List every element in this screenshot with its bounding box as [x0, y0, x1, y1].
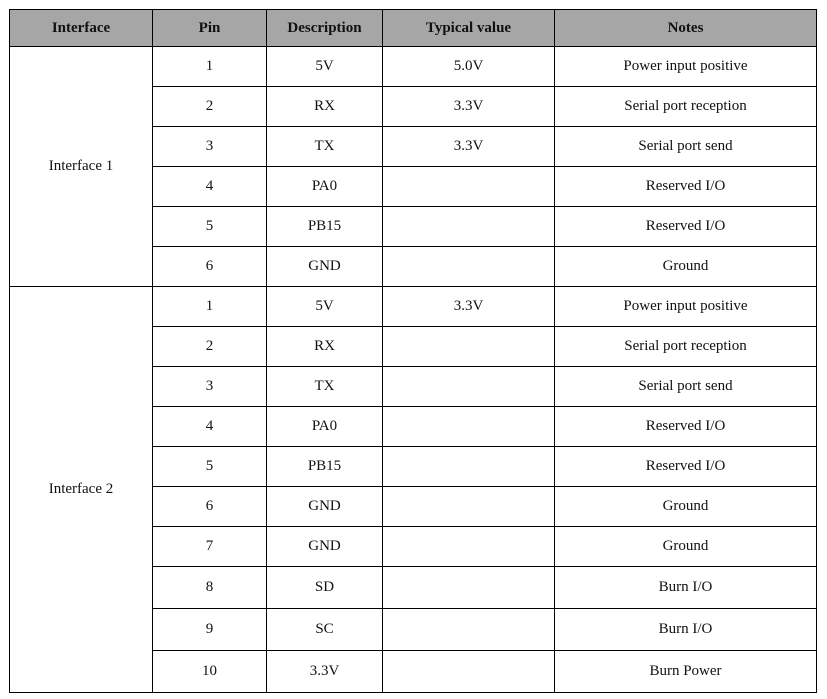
- description-cell: GND: [267, 527, 383, 567]
- notes-cell: Serial port reception: [555, 327, 817, 367]
- pin-cell: 2: [153, 87, 267, 127]
- description-cell: PA0: [267, 167, 383, 207]
- header-typical-value: Typical value: [383, 10, 555, 47]
- typical-value-cell: 3.3V: [383, 127, 555, 167]
- notes-cell: Ground: [555, 527, 817, 567]
- typical-value-cell: [383, 651, 555, 693]
- interface-2-label: Interface 2: [10, 287, 153, 693]
- pin-cell: 2: [153, 327, 267, 367]
- pin-cell: 7: [153, 527, 267, 567]
- typical-value-cell: [383, 487, 555, 527]
- description-cell: TX: [267, 367, 383, 407]
- notes-cell: Burn I/O: [555, 567, 817, 609]
- typical-value-cell: [383, 327, 555, 367]
- table-row: [10, 47, 817, 87]
- notes-cell: Reserved I/O: [555, 167, 817, 207]
- description-cell: GND: [267, 487, 383, 527]
- typical-value-cell: [383, 367, 555, 407]
- pin-table: [9, 9, 817, 693]
- description-cell: PB15: [267, 447, 383, 487]
- pin-cell: 4: [153, 167, 267, 207]
- description-cell: 5V: [267, 287, 383, 327]
- typical-value-cell: [383, 207, 555, 247]
- pin-cell: 4: [153, 407, 267, 447]
- typical-value-cell: 5.0V: [383, 47, 555, 87]
- typical-value-cell: [383, 407, 555, 447]
- notes-cell: Power input positive: [555, 287, 817, 327]
- pin-cell: 9: [153, 609, 267, 651]
- notes-cell: Ground: [555, 487, 817, 527]
- header-description: Description: [267, 10, 383, 47]
- typical-value-cell: [383, 447, 555, 487]
- pin-cell: 1: [153, 47, 267, 87]
- description-cell: PB15: [267, 207, 383, 247]
- pin-cell: 5: [153, 447, 267, 487]
- notes-cell: Serial port send: [555, 127, 817, 167]
- description-cell: 3.3V: [267, 651, 383, 693]
- description-cell: 5V: [267, 47, 383, 87]
- pin-cell: 3: [153, 127, 267, 167]
- header-row: [10, 10, 817, 47]
- description-cell: SD: [267, 567, 383, 609]
- pin-cell: 6: [153, 247, 267, 287]
- pin-cell: 3: [153, 367, 267, 407]
- description-cell: RX: [267, 87, 383, 127]
- typical-value-cell: 3.3V: [383, 287, 555, 327]
- notes-cell: Burn Power: [555, 651, 817, 693]
- header-interface: Interface: [10, 10, 153, 47]
- header-pin: Pin: [153, 10, 267, 47]
- description-cell: GND: [267, 247, 383, 287]
- typical-value-cell: [383, 567, 555, 609]
- notes-cell: Serial port reception: [555, 87, 817, 127]
- pin-cell: 6: [153, 487, 267, 527]
- notes-cell: Power input positive: [555, 47, 817, 87]
- description-cell: SC: [267, 609, 383, 651]
- pin-cell: 1: [153, 287, 267, 327]
- description-cell: TX: [267, 127, 383, 167]
- typical-value-cell: 3.3V: [383, 87, 555, 127]
- pin-cell: 10: [153, 651, 267, 693]
- pin-cell: 5: [153, 207, 267, 247]
- description-cell: RX: [267, 327, 383, 367]
- typical-value-cell: [383, 167, 555, 207]
- typical-value-cell: [383, 609, 555, 651]
- pin-cell: 8: [153, 567, 267, 609]
- header-notes: Notes: [555, 10, 817, 47]
- description-cell: PA0: [267, 407, 383, 447]
- notes-cell: Reserved I/O: [555, 207, 817, 247]
- notes-cell: Ground: [555, 247, 817, 287]
- interface-1-label: Interface 1: [10, 47, 153, 287]
- typical-value-cell: [383, 527, 555, 567]
- notes-cell: Serial port send: [555, 367, 817, 407]
- table-row: [10, 287, 817, 327]
- notes-cell: Burn I/O: [555, 609, 817, 651]
- typical-value-cell: [383, 247, 555, 287]
- notes-cell: Reserved I/O: [555, 407, 817, 447]
- notes-cell: Reserved I/O: [555, 447, 817, 487]
